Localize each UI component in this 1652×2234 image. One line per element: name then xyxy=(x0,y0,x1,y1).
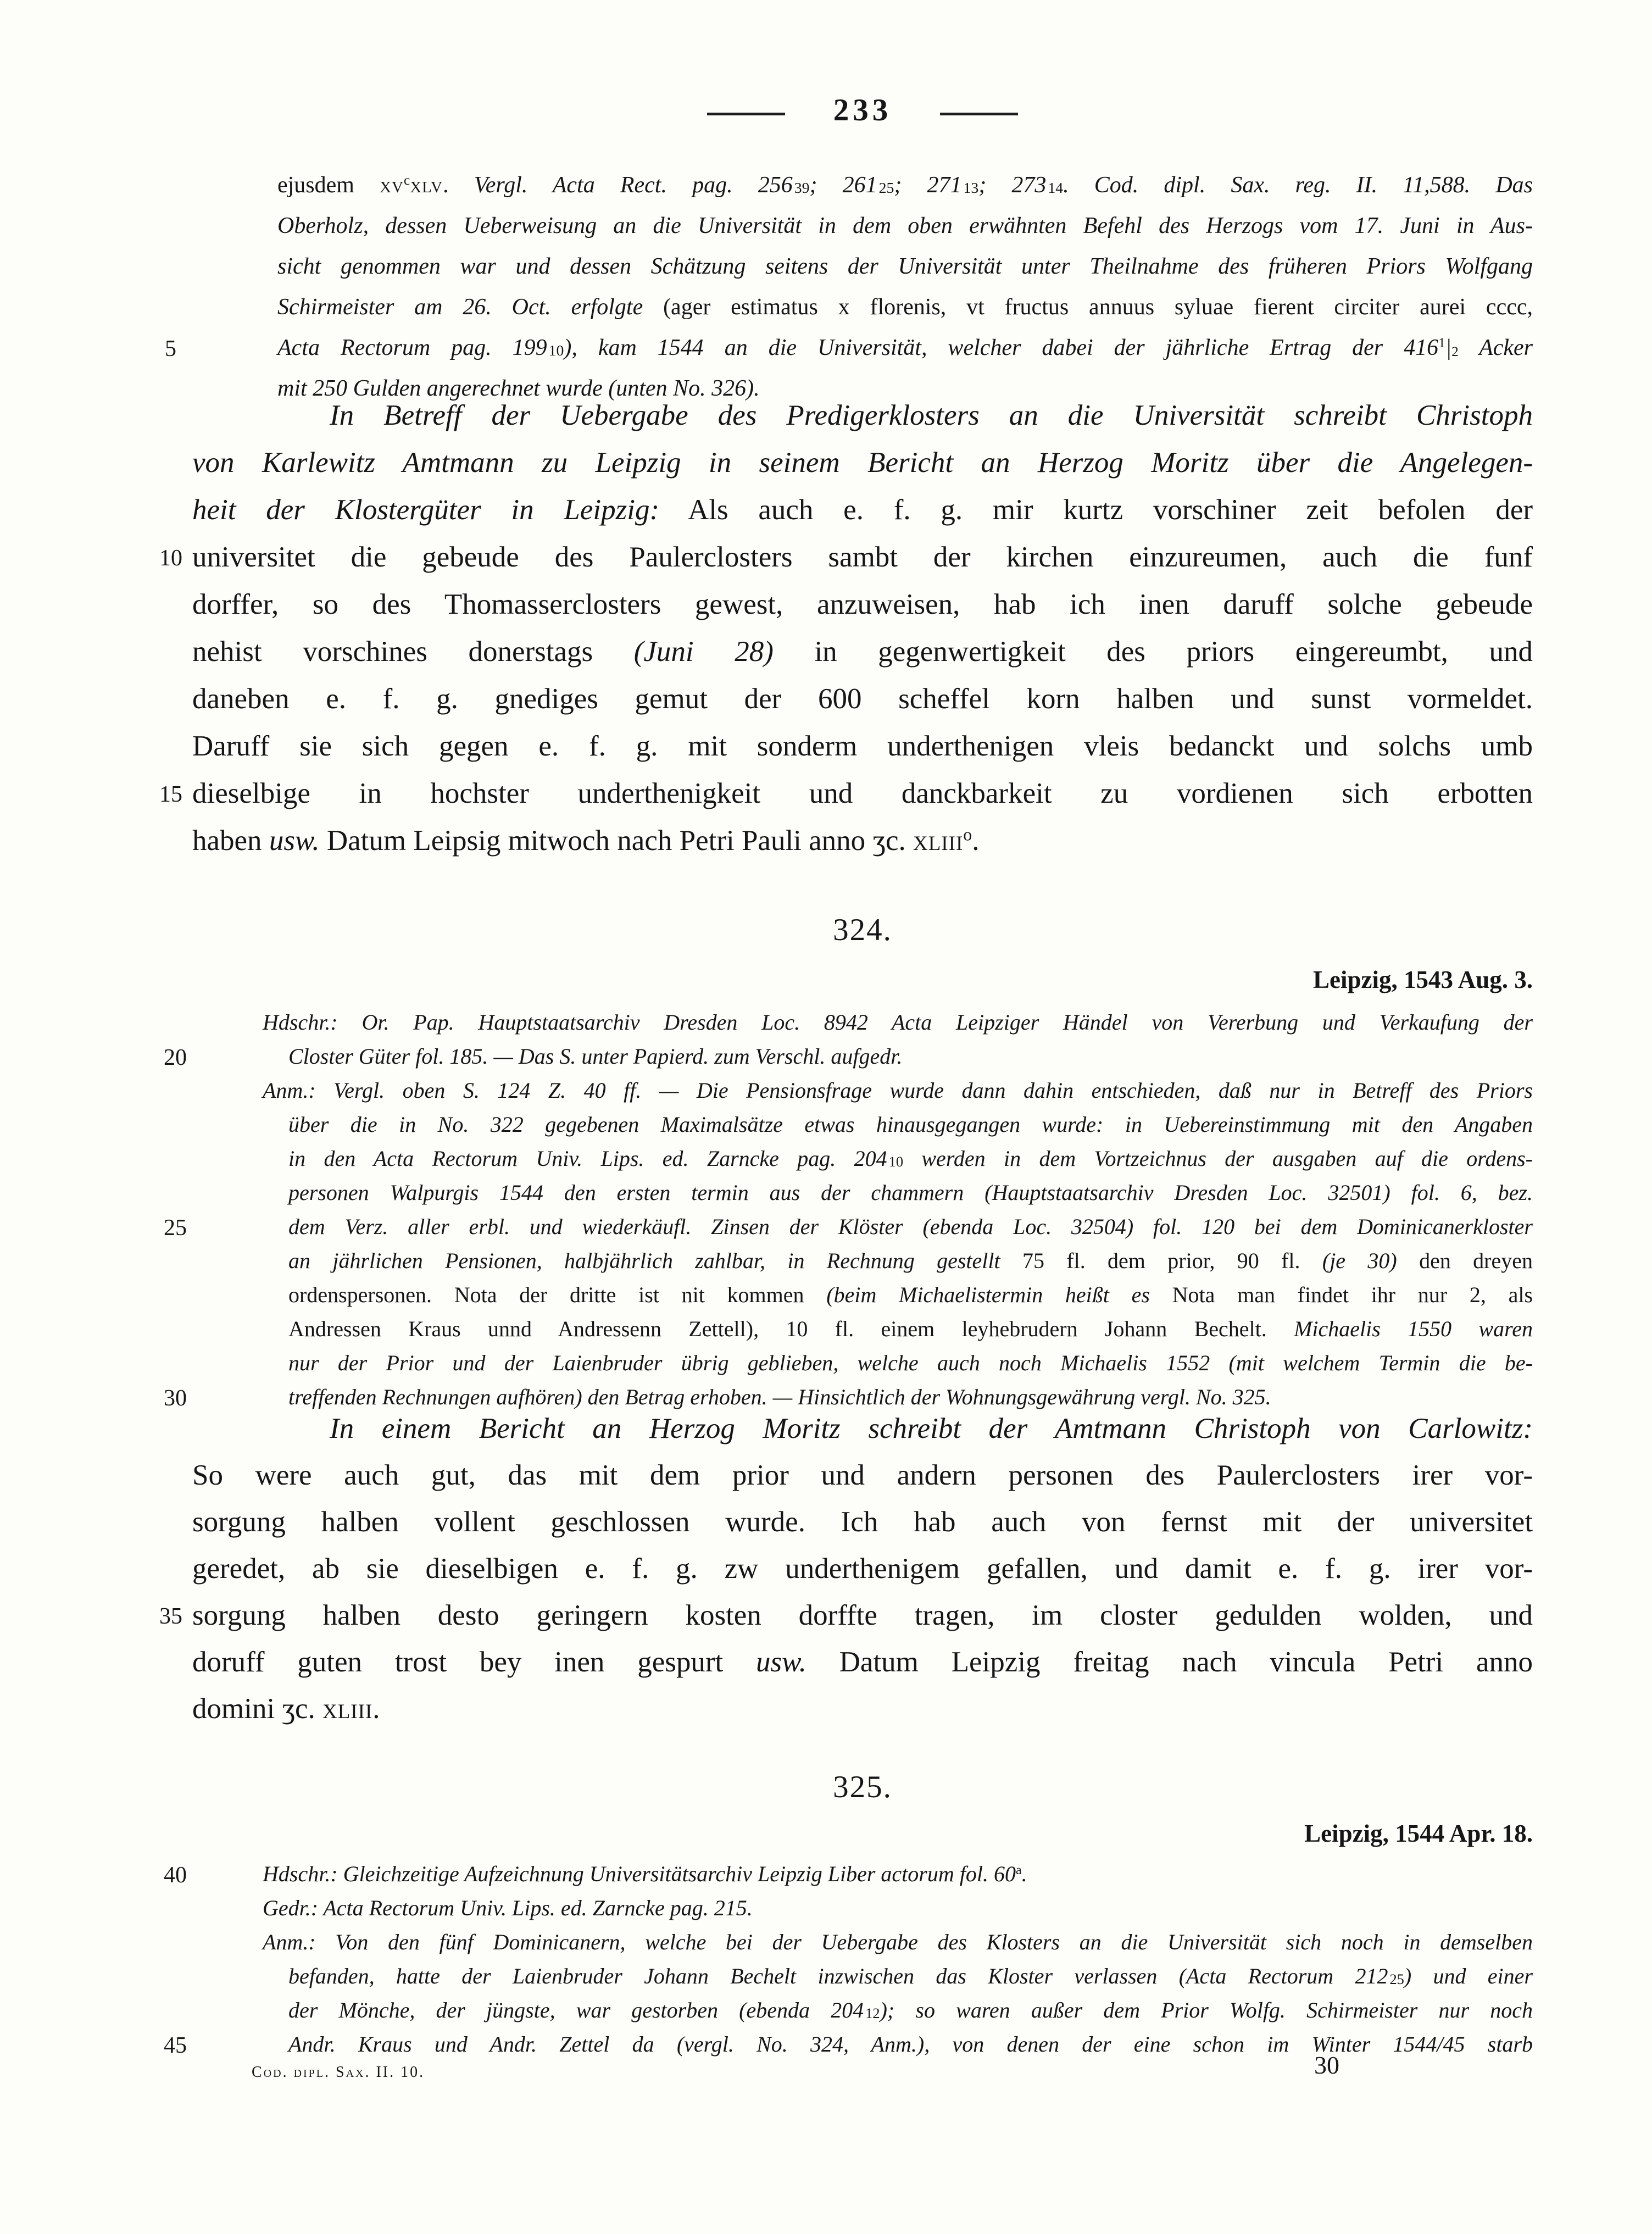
text-line xyxy=(192,1499,1533,1546)
text-segment: in gegenwertigkeit des priors eingereumbt, und xyxy=(773,636,1533,668)
text-segment: den dreyen xyxy=(1397,1248,1533,1273)
text-line xyxy=(263,1925,1533,1959)
text-segment: heit der Klostergüter in Leipzig: xyxy=(192,494,660,526)
text-line xyxy=(263,1891,1533,1925)
text-line xyxy=(192,817,1533,864)
text-line xyxy=(192,486,1533,534)
text-segment: . Cod. dipl. Sax. reg. II. 11,588. Das xyxy=(1063,173,1533,198)
text-segment: Closter Güter fol. 185. — Das S. unter Papierd. zum Verschl. aufgedr. xyxy=(288,1044,903,1069)
text-segment: befanden, hatte der Laienbruder Johann Bechelt inzwischen das Kloster verlassen (Acta Rectorum 212 xyxy=(288,1964,1388,1988)
text-segment: über die in No. 322 gegebenen Maximalsätze etwas hinausgegangen wurde: in Uebereinstimmung mit den Angaben xyxy=(288,1112,1533,1137)
text-segment: 10 xyxy=(548,341,564,359)
text-line xyxy=(192,1452,1533,1499)
text-line xyxy=(192,1405,1533,1452)
text-segment: werden in dem Vortzeichnus der ausgaben auf die ordens- xyxy=(903,1146,1533,1171)
text-segment: ); so waren außer dem Prior Wolfg. Schirmeister nur noch xyxy=(880,1998,1533,2022)
text-segment: . xyxy=(443,173,474,198)
text-segment: 10 xyxy=(888,1153,904,1170)
text-segment: Acker xyxy=(1458,335,1533,360)
text-segment: xlv xyxy=(410,173,443,198)
text-segment: xliii xyxy=(913,825,964,857)
text-segment: in den Acta Rectorum Univ. Lips. ed. Zarncke pag. 204 xyxy=(288,1146,887,1171)
text-segment: Anm.: Vergl. oben S. 124 Z. 40 ff. — Die Pensionsfrage wurde dann dahin entschieden, daß nur in Betreff des Priors xyxy=(263,1078,1533,1103)
margin-line-number: 45 xyxy=(164,2033,187,2058)
text-segment: 12 xyxy=(865,2004,880,2021)
text-segment: . xyxy=(372,1693,380,1725)
text-segment: (ager estimatus x florenis, vt fructus annuus syluae fierent circiter aurei cccc, xyxy=(663,294,1533,320)
text-segment: ), kam 1544 an die Universität, welcher dabei der jährliche Ertrag der 416 xyxy=(564,335,1439,360)
text-segment: sorgung halben vollent geschlossen wurde. Ich hab auch von fernst mit der universitet xyxy=(192,1506,1533,1538)
text-segment: geredet, ab sie dieselbigen e. f. g. zw underthenigem gefallen, und damit e. f. g. irer vor- xyxy=(192,1553,1533,1585)
text-segment: Nota man findet ihr nur 2, als xyxy=(1172,1282,1533,1307)
text-segment: universitet die gebeude des Paulerclosters sambt der kirchen einzureumen, auch die funf xyxy=(192,541,1533,573)
text-segment: Gedr.: Acta Rectorum Univ. Lips. ed. Zarncke pag. 215. xyxy=(263,1896,753,1920)
text-line xyxy=(288,1108,1533,1142)
text-segment: Daruff sie sich gegen e. f. g. mit sonderm underthenigen vleis bedanckt und solchs umb xyxy=(192,730,1533,762)
text-segment: nur der Prior und der Laienbruder übrig geblieben, welche auch noch Michaelis 1552 (mit welchem Termin die be- xyxy=(288,1351,1533,1375)
entry-324-text-block xyxy=(159,1405,1533,1732)
text-segment: Datum Leipsig mitwoch nach Petri Pauli anno ʒc. xyxy=(319,825,913,857)
header-rule-right xyxy=(940,113,1018,115)
text-line xyxy=(277,165,1533,205)
text-segment: der Mönche, der jüngste, war gestorben (ebenda 204 xyxy=(288,1998,864,2022)
entry-324-number: 324. xyxy=(833,913,892,947)
text-line xyxy=(164,1857,1533,1891)
text-line xyxy=(192,723,1533,770)
text-segment: Andr. Kraus und Andr. Zettel da (vergl. No. 324, Anm.), von denen der eine schon im Winter 1544/45 starb xyxy=(288,2032,1533,2057)
text-segment: ordenspersonen. Nota der dritte ist nit kommen xyxy=(288,1282,827,1307)
margin-line-number: 40 xyxy=(164,1863,187,1888)
text-segment: usw. xyxy=(269,825,320,857)
text-line xyxy=(288,1993,1533,2027)
text-line xyxy=(159,1592,1533,1639)
text-line xyxy=(159,770,1533,817)
text-segment: (je 30) xyxy=(1322,1248,1397,1273)
text-segment: 14 xyxy=(1048,179,1064,196)
text-line xyxy=(192,1686,1533,1732)
text-line xyxy=(288,1312,1533,1346)
text-segment: ) und einer xyxy=(1404,1964,1533,1988)
text-line xyxy=(164,1040,1533,1074)
text-segment: Hdschr.: Gleichzeitige Aufzeichnung Universitätsarchiv Leipzig Liber actorum fol. 60 xyxy=(263,1861,1016,1886)
text-line xyxy=(165,327,1533,368)
text-segment: treffenden Rechnungen aufhören) den Betrag erhoben. — Hinsichtlich der Wohnungsgewährung vergl. No. 325. xyxy=(288,1385,1271,1409)
text-segment: domini ʒc. xyxy=(192,1693,322,1725)
text-segment: Acta Rectorum pag. 199 xyxy=(277,335,547,360)
text-line xyxy=(192,675,1533,723)
text-segment: (Juni 28) xyxy=(633,636,774,668)
page-header xyxy=(192,92,1533,128)
text-line xyxy=(192,581,1533,628)
text-line xyxy=(277,287,1533,327)
text-segment: (beim Michaelistermin heißt es xyxy=(826,1282,1172,1307)
text-segment: usw. xyxy=(756,1646,806,1678)
entry-324-apparatus-block xyxy=(164,1005,1533,1414)
entry-325-date: Leipzig, 1544 Apr. 18. xyxy=(1304,1820,1533,1847)
text-line xyxy=(192,392,1533,439)
text-segment: . xyxy=(972,825,980,857)
text-line xyxy=(164,2027,1533,2061)
text-line xyxy=(192,1546,1533,1592)
header-rule-left xyxy=(707,113,785,115)
text-segment: xv xyxy=(380,173,404,198)
text-line xyxy=(277,246,1533,287)
text-line xyxy=(263,1005,1533,1040)
text-line xyxy=(277,205,1533,246)
text-segment: 75 fl. dem prior, 90 fl. xyxy=(1022,1248,1322,1273)
text-segment: doruff guten trost bey inen gespurt xyxy=(192,1646,757,1678)
text-segment: Anm.: Von den fünf Dominicanern, welche bei der Uebergabe des Klosters an die Universität sich noch in demselben xyxy=(263,1930,1533,1954)
text-segment: ; 271 xyxy=(894,173,962,198)
text-segment: c xyxy=(404,173,410,188)
text-line xyxy=(164,1210,1533,1244)
text-segment: haben xyxy=(192,825,269,857)
text-segment: 39 xyxy=(794,179,810,196)
text-segment: dorffer, so des Thomasserclosters gewest, anzuweisen, hab ich inen daruff solche gebeude xyxy=(192,588,1533,620)
text-segment: dieselbige in hochster underthenigkeit und danckbarkeit zu vordienen sich erbotten xyxy=(192,777,1533,809)
text-segment: sicht genommen war und dessen Schätzung seitens der Universität unter Theilnahme des früheren Priors Wolfgang xyxy=(277,254,1533,279)
entry-323-text-block xyxy=(159,392,1533,864)
text-segment: . xyxy=(1021,1861,1027,1886)
text-line xyxy=(288,1142,1533,1176)
text-segment: ; 261 xyxy=(809,173,877,198)
text-segment: ejusdem xyxy=(277,173,380,198)
text-segment: In Betreff der Uebergabe des Predigerklosters an die Universität schreibt Christoph xyxy=(330,399,1533,431)
text-segment: Andressen Kraus unnd Andressenn Zettell), 10 fl. einem leyhebrudern Johann Bechelt. xyxy=(288,1316,1294,1341)
text-segment: Vergl. Acta Rect. pag. 256 xyxy=(474,173,793,198)
text-segment: So were auch gut, das mit dem prior und andern personen des Paulerclosters irer vor- xyxy=(192,1459,1533,1491)
text-segment: personen Walpurgis 1544 den ersten termin aus der chammern (Hauptstaatsarchiv Dresden Loc. 32501) fol. 6, bez. xyxy=(288,1180,1533,1205)
text-segment: 13 xyxy=(963,179,979,196)
text-segment: an jährlichen Pensionen, halbjährlich zahlbar, in Rechnung gestellt xyxy=(288,1248,1022,1273)
text-line xyxy=(288,1176,1533,1210)
text-segment: 25 xyxy=(1389,1970,1404,1987)
text-segment: o xyxy=(963,825,972,844)
text-segment: a xyxy=(1015,1863,1022,1877)
annotation-continuation-block xyxy=(165,165,1533,409)
margin-line-number: 5 xyxy=(165,336,176,362)
text-segment: von Karlewitz Amtmann zu Leipzig in seinem Bericht an Herzog Moritz über die Angelegen- xyxy=(192,447,1533,479)
text-segment: 2 xyxy=(1451,344,1459,360)
text-segment: | xyxy=(1445,335,1452,360)
text-line xyxy=(192,1639,1533,1686)
entry-325-number: 325. xyxy=(833,1770,892,1804)
text-segment: dem Verz. aller erbl. und wiederkäufl. Zinsen der Klöster (ebenda Loc. 32504) fol. 120 bei dem Dominicanerkloster xyxy=(288,1214,1533,1239)
text-segment: Oberholz, dessen Ueberweisung an die Universität in dem oben erwähnten Befehl des Herzogs vom 17. Juni in Aus- xyxy=(277,213,1533,238)
margin-line-number: 15 xyxy=(159,782,182,807)
series-signature: Cod. dipl. Sax. II. 10. xyxy=(252,2064,425,2081)
text-line xyxy=(159,534,1533,581)
text-segment: ; 273 xyxy=(978,173,1047,198)
text-segment: xliii xyxy=(322,1693,373,1725)
text-segment: Als auch e. f. g. mir kurtz vorschiner zeit befolen der xyxy=(659,494,1533,526)
text-line xyxy=(192,439,1533,486)
text-segment: In einem Bericht an Herzog Moritz schreibt der Amtmann Christoph von Carlowitz: xyxy=(330,1413,1533,1444)
text-segment: 1 xyxy=(1438,336,1445,351)
text-line xyxy=(288,1959,1533,1993)
text-segment: Michaelis 1550 waren xyxy=(1294,1316,1533,1341)
text-segment: nehist vorschines donerstags xyxy=(192,636,634,668)
text-line xyxy=(263,1074,1533,1108)
text-segment: Schirmeister am 26. Oct. erfolgte xyxy=(277,294,664,320)
text-line xyxy=(288,1346,1533,1380)
text-segment: Hdschr.: Or. Pap. Hauptstaatsarchiv Dresden Loc. 8942 Acta Leipziger Händel von Vererbung und Verkaufung der xyxy=(263,1010,1533,1035)
text-segment: Datum Leipzig freitag nach vincula Petri anno xyxy=(806,1646,1533,1678)
margin-line-number: 35 xyxy=(159,1604,182,1629)
page-number: 233 xyxy=(833,93,892,127)
text-segment: mit 250 Gulden angerechnet wurde (unten No. 326). xyxy=(277,376,760,401)
text-segment: daneben e. f. g. gnediges gemut der 600 scheffel korn halben und sunst vormeldet. xyxy=(192,683,1533,715)
margin-line-number: 25 xyxy=(164,1215,187,1241)
entry-325-apparatus-block xyxy=(164,1857,1533,2061)
text-line xyxy=(288,1278,1533,1312)
margin-line-number: 20 xyxy=(164,1045,187,1070)
entry-324-date: Leipzig, 1543 Aug. 3. xyxy=(1312,966,1533,993)
text-segment: 25 xyxy=(878,179,894,196)
margin-line-number: 10 xyxy=(159,546,182,571)
text-segment: sorgung halben desto geringern kosten dorffte tragen, im closter gedulden wolden, und xyxy=(192,1599,1533,1631)
margin-line-number: 30 xyxy=(164,1386,187,1411)
text-line xyxy=(192,628,1533,675)
sheet-number: 30 xyxy=(1314,2051,1339,2079)
text-line xyxy=(288,1244,1533,1278)
